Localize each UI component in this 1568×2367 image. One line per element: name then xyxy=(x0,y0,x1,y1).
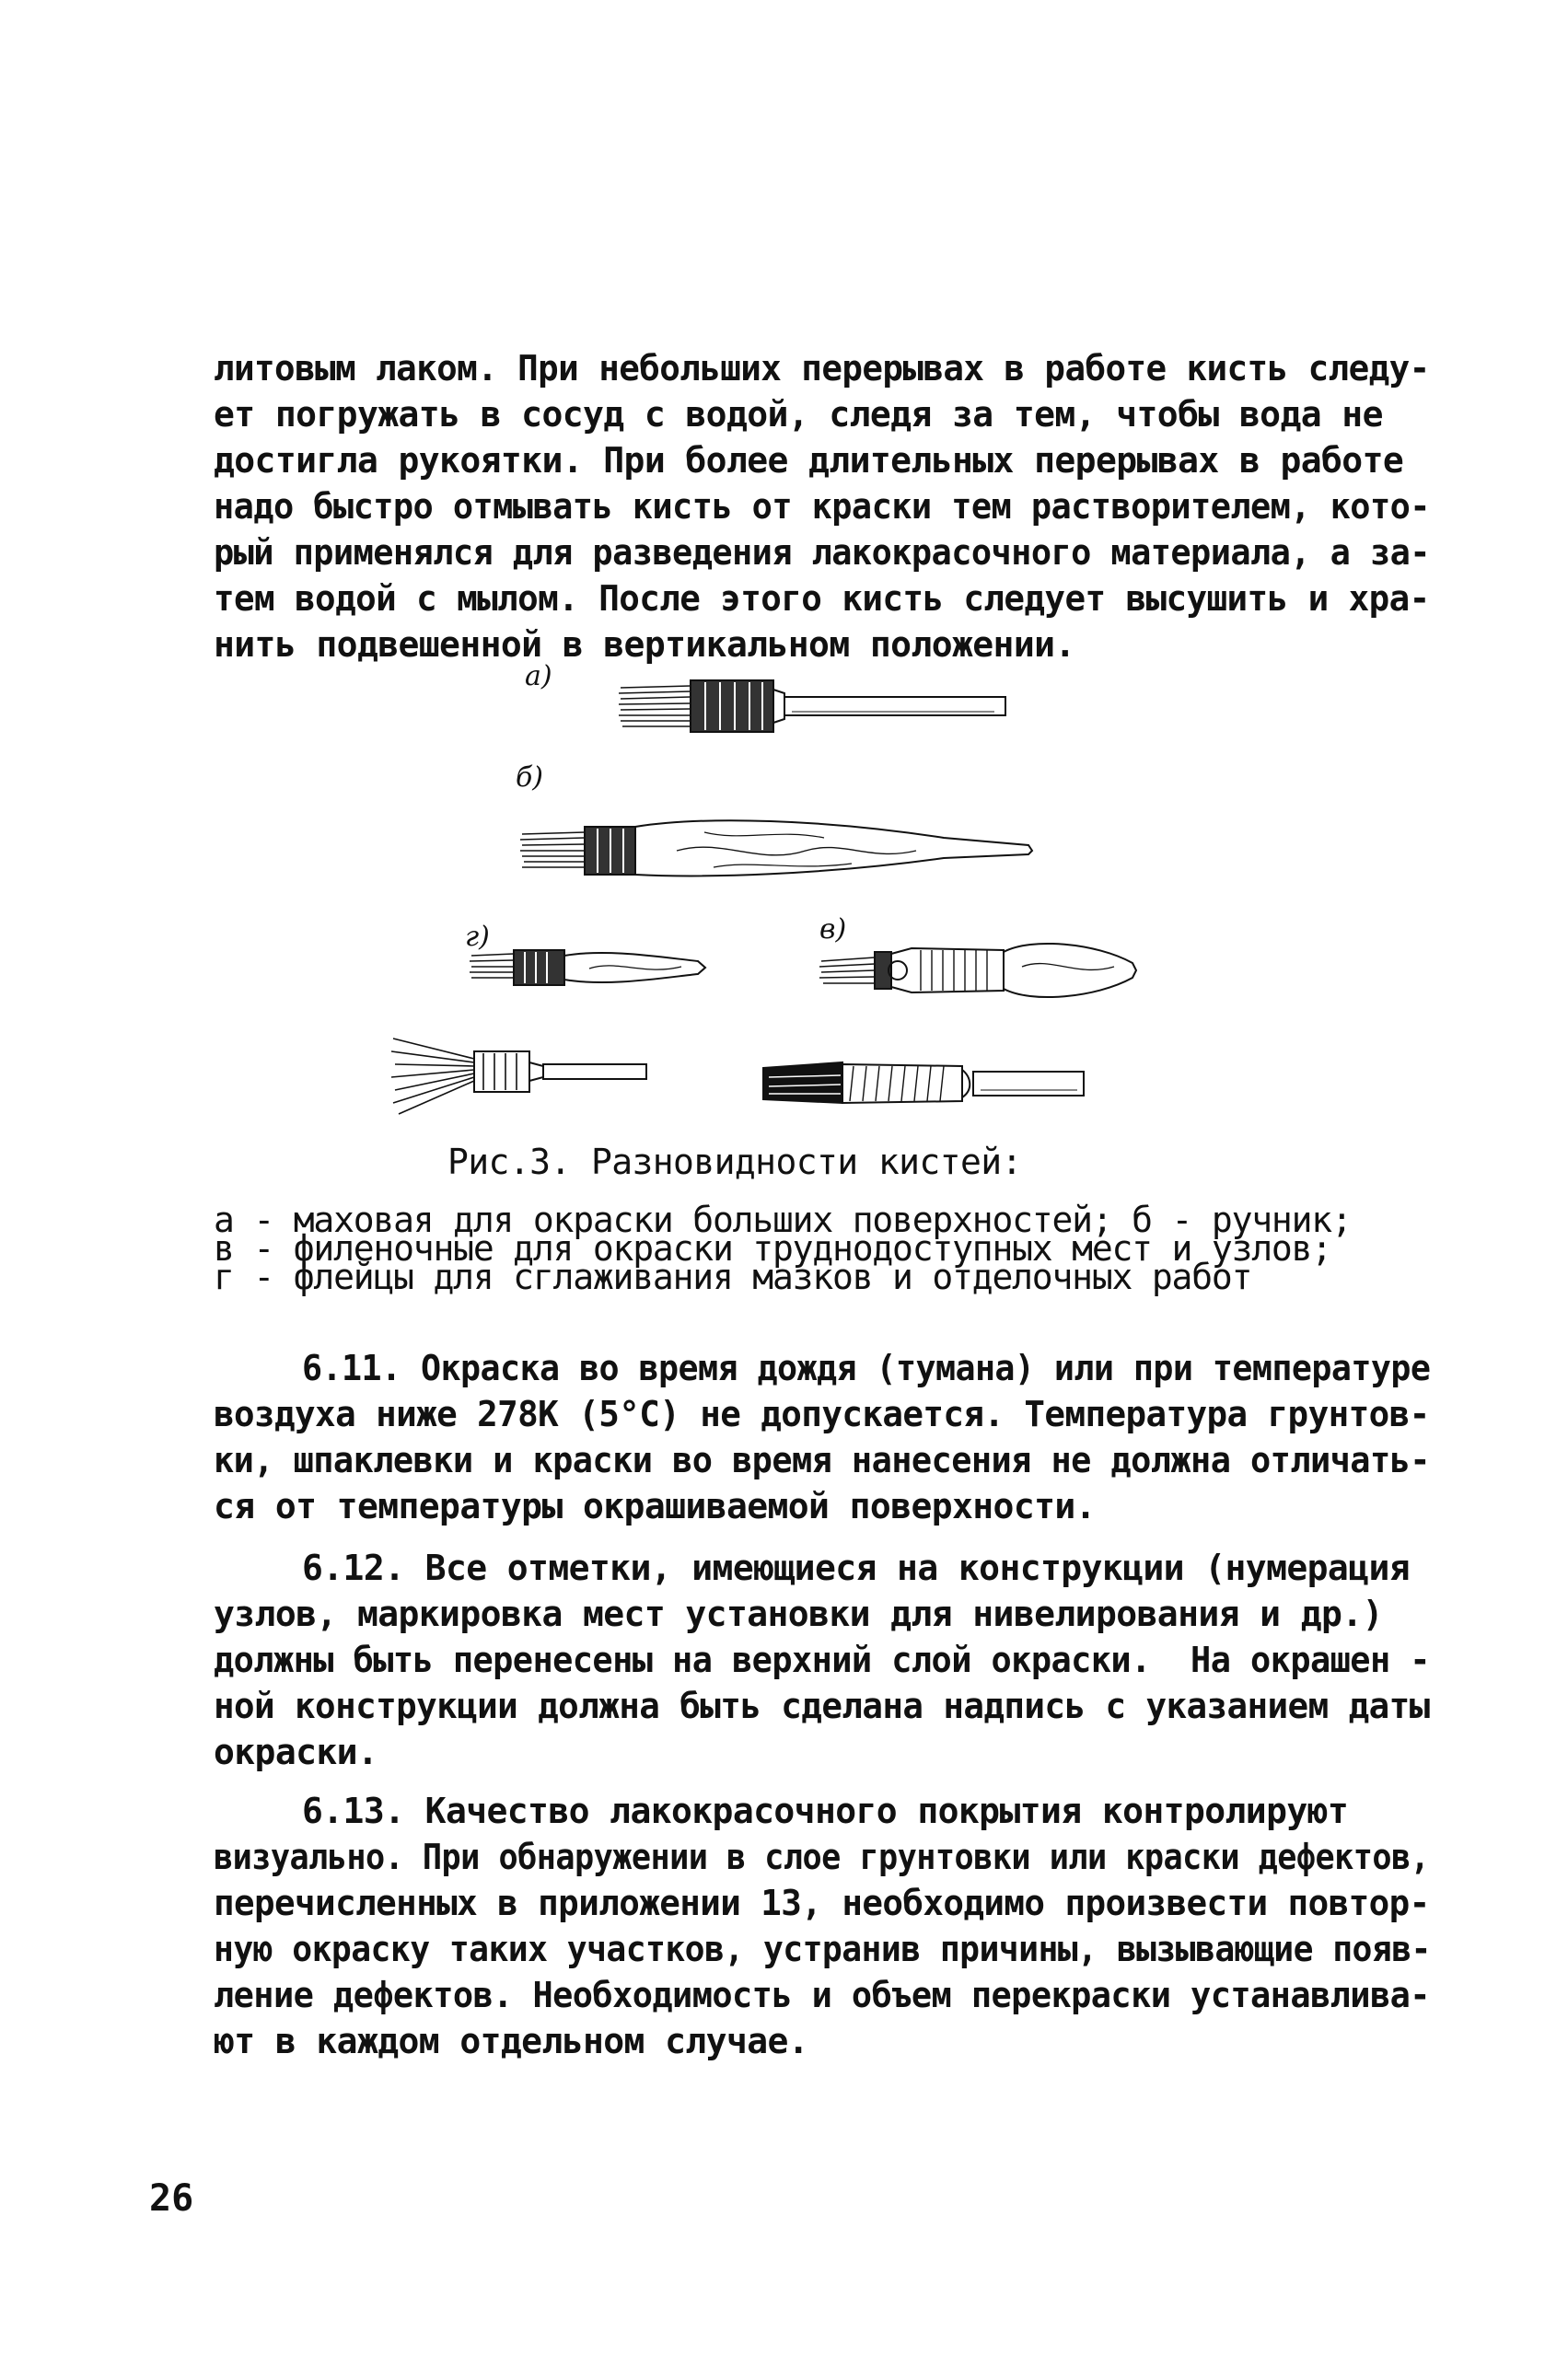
text-line: 6.13. Качество лакокрасочного покрытия контролируют xyxy=(302,1791,1349,1831)
page-number: 26 xyxy=(149,2177,194,2220)
text-line: воздуха ниже 278К (5°С) не допускается. Температура грунтов- xyxy=(214,1394,1430,1434)
text-line: надо быстро отмывать кисть от краски тем растворителем, кото- xyxy=(214,486,1430,527)
text-line: ся от температуры окрашиваемой поверхности. xyxy=(214,1486,1096,1526)
brush-v-illustration xyxy=(819,930,1142,1004)
legend-line: в - филеночные для окраски труднодоступных мест и узлов; xyxy=(214,1228,1331,1269)
text-line: перечисленных в приложении 13, необходимо произвести повтор- xyxy=(214,1883,1430,1923)
text-line: 6.11. Окраска во время дождя (тумана) или при температуре xyxy=(302,1348,1431,1388)
figure-label-a: а) xyxy=(525,660,552,692)
figure-label-v: в) xyxy=(819,913,847,946)
text-line: должны быть перенесены на верхний слой окраски. На окрашен - xyxy=(214,1640,1430,1680)
brush-a-illustration xyxy=(617,677,1022,741)
figure-label-g: г) xyxy=(465,921,490,953)
text-line: окраски. xyxy=(214,1732,378,1772)
brush-b-illustration xyxy=(520,810,1036,884)
figure-caption: Рис.3. Разновидности кистей: xyxy=(447,1142,1022,1182)
text-line: ют в каждом отдельном случае. xyxy=(214,2021,809,2061)
text-line: 6.12. Все отметки, имеющиеся на конструкции (нумерация xyxy=(302,1548,1411,1588)
text-line: нить подвешенной в вертикальном положении. xyxy=(214,624,1075,665)
legend-line: а - маховая для окраски больших поверхностей; б - ручник; xyxy=(214,1200,1352,1240)
text-line: ную окраску таких участков, устранив причины, вызывающие появ- xyxy=(214,1929,1431,1969)
text-line: ет погружать в сосуд с водой, следя за тем, чтобы вода не xyxy=(214,394,1383,435)
text-line: ки, шпаклевки и краски во время нанесения не должна отличать- xyxy=(214,1440,1430,1480)
text-line: литовым лаком. При небольших перерывах в работе кисть следу- xyxy=(214,348,1430,389)
text-line: визуально. При обнаружении в слое грунтовки или краски дефектов, xyxy=(214,1837,1430,1877)
text-line: ление дефектов. Необходимость и объем перекраски устанавлива- xyxy=(214,1975,1430,2015)
text-line: узлов, маркировка мест установки для нивелирования и др.) xyxy=(214,1594,1383,1634)
text-line: тем водой с мылом. После этого кисть следует высушить и хра- xyxy=(214,578,1430,619)
text-line: достигла рукоятки. При более длительных перерывах в работе xyxy=(214,440,1404,481)
figure-label-b: б) xyxy=(516,761,544,794)
brush-flat-illustration xyxy=(391,1031,654,1119)
text-line: рый применялся для разведения лакокрасочного материала, а за- xyxy=(214,532,1430,573)
brush-round-illustration xyxy=(760,1059,1091,1114)
text-line: ной конструкции должна быть сделана надпись с указанием даты xyxy=(214,1686,1430,1726)
brush-g-illustration xyxy=(470,939,709,994)
legend-line: г - флейцы для сглаживания мазков и отделочных работ xyxy=(214,1257,1252,1297)
